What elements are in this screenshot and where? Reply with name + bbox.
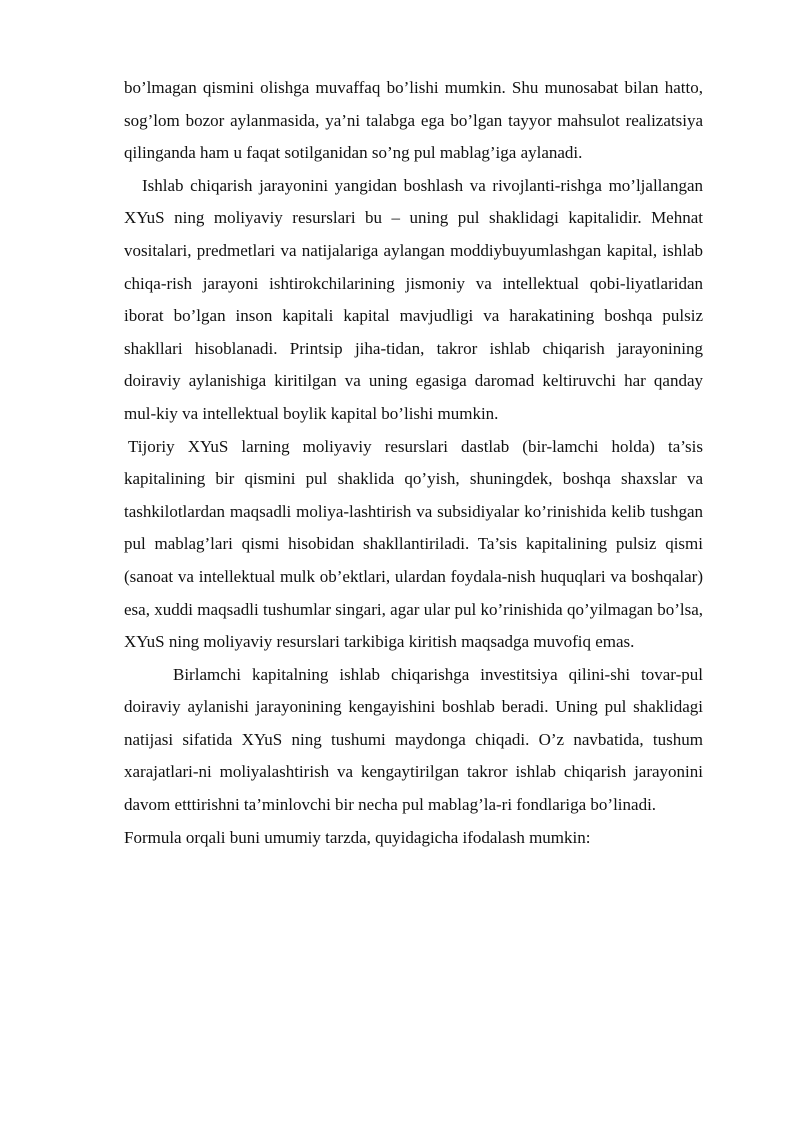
paragraph-continuation: bo’lmagan qismini olishga muvaffaq bo’lishi mumkin. Shu munosabat bilan hatto, sog’lom bozor aylanmasida, ya’ni talabga ega bo’lgan tayyor mahsulot realizatsiya qilinganda ham u faqat sotilganidan so’ng pul mablag’iga aylanadi.: [124, 78, 703, 163]
paragraph-primary-capital: Birlamchi kapitalning ishlab chiqarishga investitsiya qilini-shi tovar-pul doiraviy aylanishi jarayonining kengayishini boshlab beradi. Uning pul shaklidagi natijasi sifatida XYuS ning tushumi maydonga chiqadi. O’z navbatida, tushum xarajatlari-ni moliyalashtirish va kengaytirilgan takror ishlab chiqarish jarayonini davom etttirishni ta’minlovchi bir necha pul mablag’la-ri fondlariga bo’linadi.: [124, 664, 703, 815]
paragraph-commercial-resources: Tijoriy XYuS larning moliyaviy resurslari dastlab (bir-lamchi holda) ta’sis kapitalining bir qismini pul shaklida qo’yish, shuningdek, boshqa shaxslar va tashkilotlardan maqsadli moliya-lashtirish va subsidiyalar ko’rinishida kelib tushgan pul mablag’lari qismi hisobidan shakllantiriladi. Ta’sis kapitalining pulsiz qismi (sanoat va intellektual mulk ob’ektlari, ulardan foydala-nish huquqlari va boshqalar) esa, xuddi maqsadli tushumlar singari, agar ular pul ko’rinishida qo’yilmagan bo’lsa, XYuS ning moliyaviy resurslari tarkibiga kiritish maqsadga muvofiq emas.: [124, 436, 703, 652]
paragraph-formula-intro: Formula orqali buni umumiy tarzda, quyidagicha ifodalash mumkin:: [124, 827, 591, 847]
document-page: [124, 72, 703, 854]
paragraph-financial-resources: Ishlab chiqarish jarayonini yangidan boshlash va rivojlanti-rishga mo’ljallangan XYuS ning moliyaviy resurslari bu – uning pul shaklidagi kapitalidir. Mehnat vositalari, predmetlari va natijalariga aylangan moddiybuyumlashgan kapital, ishlab chiqa-rish jarayoni ishtirokchilarining jismoniy va intellektual qobi-liyatlaridan iborat bo’lgan inson kapitali kapital mavjudligi va harakatining boshqa pulsiz shakllari hisoblanadi. Printsip jiha-tidan, takror ishlab chiqarish jarayonining doiraviy aylanishiga kiritilgan va uning egasiga daromad keltiruvchi har qanday mul-kiy va intellektual boylik kapital bo’lishi mumkin.: [124, 175, 703, 423]
